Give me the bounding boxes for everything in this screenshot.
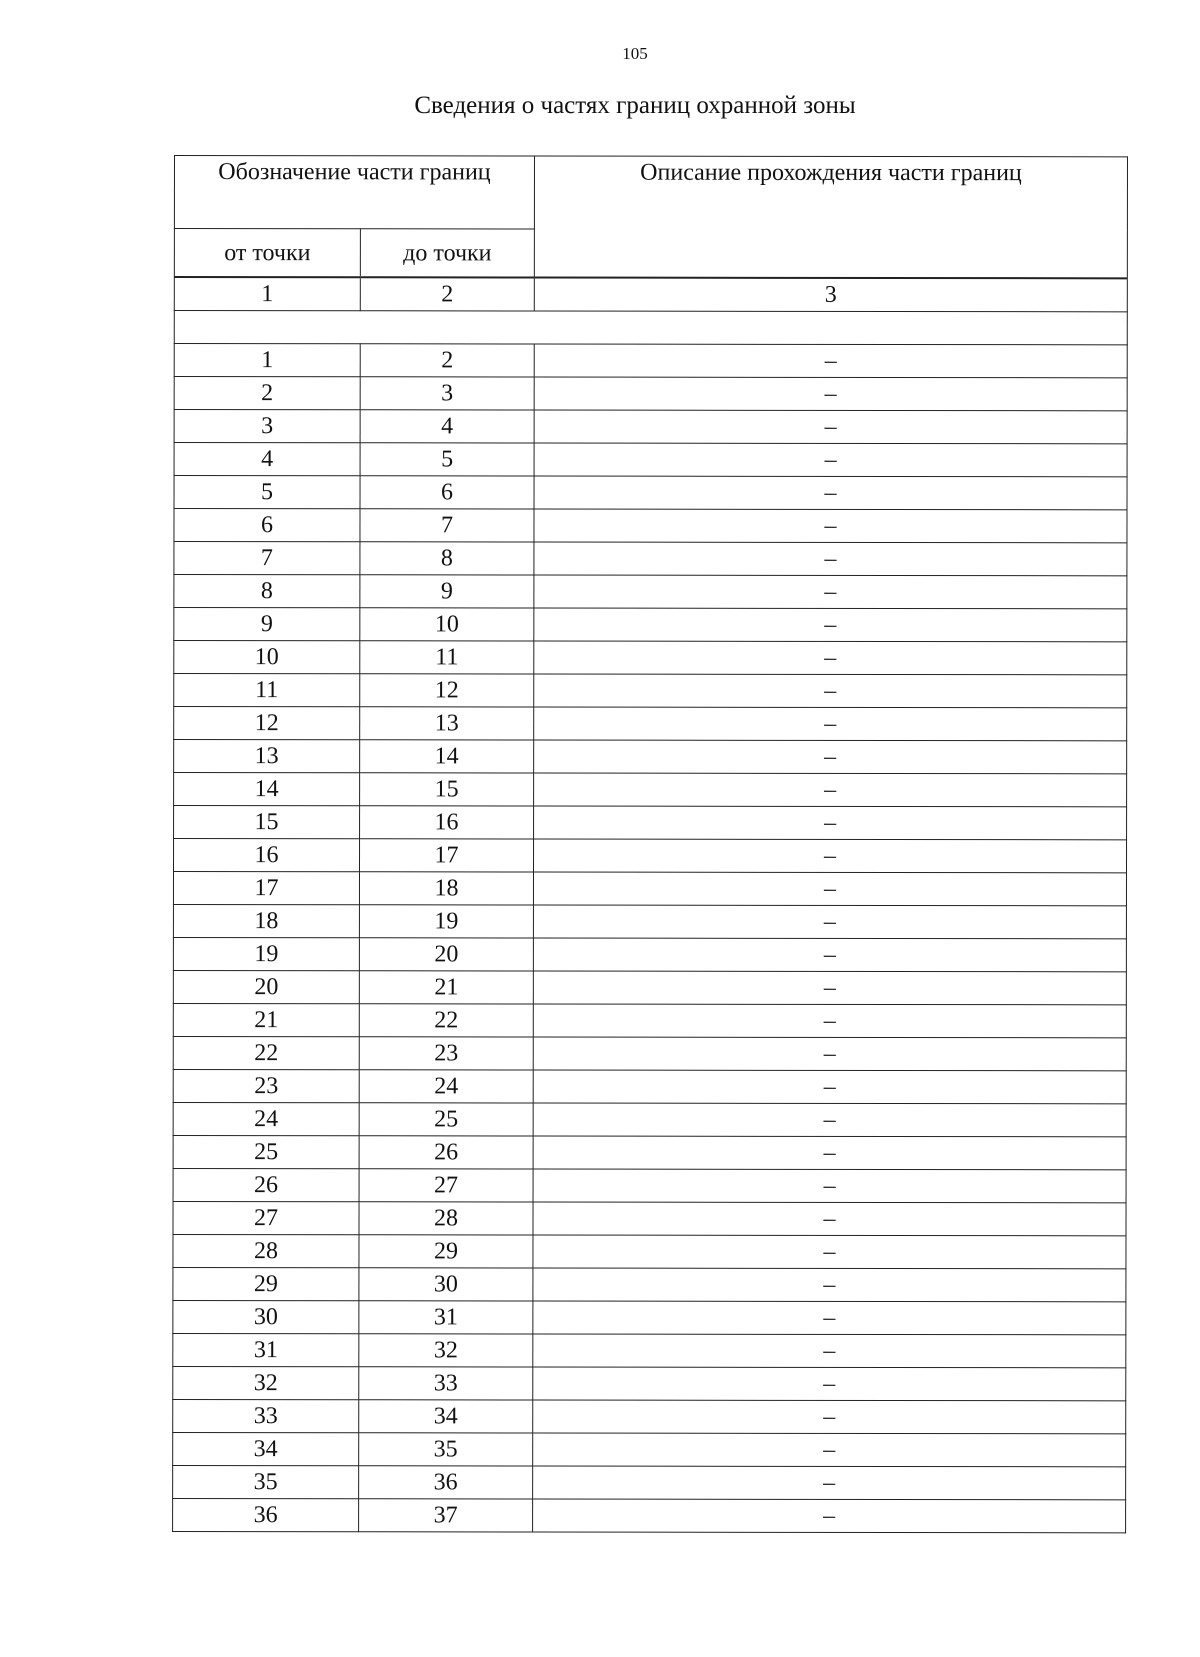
description-cell: – [533,1334,1126,1368]
header-group-cell: Обозначение части границ [174,156,534,230]
description-cell: – [534,806,1127,840]
table-row [174,509,1127,543]
from-point-cell: 28 [173,1234,359,1267]
to-point-cell: 26 [359,1136,533,1169]
to-point-cell: 9 [360,575,534,608]
table-row [173,1168,1126,1202]
spacer-row [174,311,1127,345]
table-row [174,377,1127,411]
table-row [173,1234,1126,1268]
description-cell: – [533,1004,1126,1038]
description-cell: – [534,542,1127,576]
from-point-cell: 20 [173,970,359,1003]
to-point-cell: 35 [359,1433,533,1466]
table-row [174,575,1127,609]
description-cell: – [533,1202,1126,1236]
header-row-top [174,156,1127,230]
to-point-cell: 36 [359,1466,533,1499]
to-point-cell: 16 [360,806,534,839]
table-row [173,970,1126,1004]
description-cell: – [534,410,1127,444]
to-point-cell: 3 [360,377,534,410]
table-row [174,542,1127,576]
table-row [173,1498,1126,1532]
description-cell: – [534,476,1127,510]
description-cell: – [533,938,1126,972]
from-point-cell: 1 [174,344,360,377]
from-point-cell: 32 [173,1366,359,1399]
from-point-cell: 15 [174,806,360,839]
table-row [174,344,1127,378]
table-row [173,1069,1126,1103]
table-row [173,1267,1126,1301]
table-row [173,839,1126,873]
table-row [173,1102,1126,1136]
table-row [173,1036,1126,1070]
from-point-cell: 34 [173,1432,359,1465]
from-point-cell: 2 [174,377,360,410]
column-number-3: 3 [534,278,1127,312]
to-point-cell: 11 [360,641,534,674]
to-point-cell: 14 [360,740,534,773]
to-point-cell: 10 [360,608,534,641]
to-point-cell: 24 [359,1070,533,1103]
from-point-cell: 30 [173,1300,359,1333]
to-point-cell: 28 [359,1202,533,1235]
column-number-2: 2 [360,277,534,311]
description-cell: – [534,773,1127,807]
table-row [173,1366,1126,1400]
from-point-cell: 23 [173,1069,359,1102]
from-point-cell: 29 [173,1267,359,1300]
from-point-cell: 17 [173,872,359,905]
page-number: 105 [622,44,648,63]
description-cell: – [533,1301,1126,1335]
header-to-cell: до точки [360,229,534,278]
description-cell: – [533,1433,1126,1467]
table-row [173,1003,1126,1037]
boundary-parts-table-wrap [172,155,1127,1533]
description-cell: – [533,905,1126,939]
header-description-cell: Описание прохождения части границ [534,156,1127,278]
description-cell: – [534,740,1127,774]
table-row [174,443,1127,477]
description-cell: – [534,707,1127,741]
boundary-parts-table [172,155,1128,1533]
table-row [174,641,1127,675]
from-point-cell: 14 [174,773,360,806]
from-point-cell: 33 [173,1399,359,1432]
description-cell: – [533,1466,1126,1500]
column-number-1: 1 [174,277,360,311]
column-number-row [174,277,1127,312]
from-point-cell: 5 [174,476,360,509]
table-row [174,410,1127,444]
to-point-cell: 33 [359,1367,533,1400]
table-row [174,773,1127,807]
header-from-cell: от точки [174,229,360,278]
to-point-cell: 37 [359,1499,533,1532]
table-row [173,904,1126,938]
from-point-cell: 6 [174,509,360,542]
to-point-cell: 19 [359,905,533,938]
from-point-cell: 18 [173,904,359,937]
to-point-cell: 8 [360,542,534,575]
description-cell: – [533,1367,1126,1401]
from-point-cell: 26 [173,1168,359,1201]
from-point-cell: 36 [173,1498,359,1531]
from-point-cell: 27 [173,1201,359,1234]
description-cell: – [533,1070,1126,1104]
from-point-cell: 35 [173,1465,359,1498]
description-cell: – [534,839,1127,873]
description-cell: – [533,1169,1126,1203]
to-point-cell: 12 [360,674,534,707]
table-row [173,1135,1126,1169]
description-cell: – [533,1400,1126,1434]
description-cell: – [533,1235,1126,1269]
from-point-cell: 10 [174,641,360,674]
description-cell: – [533,1268,1126,1302]
to-point-cell: 34 [359,1400,533,1433]
from-point-cell: 19 [173,937,359,970]
to-point-cell: 21 [359,971,533,1004]
from-point-cell: 7 [174,542,360,575]
from-point-cell: 22 [173,1036,359,1069]
table-row [174,806,1127,840]
page-title: Сведения о частях границ охранной зоны [414,92,856,119]
from-point-cell: 25 [173,1135,359,1168]
table-row [173,1333,1126,1367]
description-cell: – [534,608,1127,642]
description-cell: – [533,971,1126,1005]
description-cell: – [533,1037,1126,1071]
to-point-cell: 2 [360,344,534,377]
table-row [173,872,1126,906]
description-cell: – [533,1103,1126,1137]
from-point-cell: 13 [174,740,360,773]
description-cell: – [534,575,1127,609]
table-row [174,674,1127,708]
to-point-cell: 17 [359,839,533,872]
to-point-cell: 5 [360,443,534,476]
table-row [173,1465,1126,1499]
from-point-cell: 31 [173,1333,359,1366]
description-cell: – [534,674,1127,708]
description-cell: – [534,509,1127,543]
from-point-cell: 16 [173,839,359,872]
table-row [173,937,1126,971]
from-point-cell: 3 [174,410,360,443]
from-point-cell: 12 [174,707,360,740]
table-row [173,1399,1126,1433]
from-point-cell: 4 [174,443,360,476]
to-point-cell: 25 [359,1103,533,1136]
to-point-cell: 4 [360,410,534,443]
from-point-cell: 24 [173,1102,359,1135]
from-point-cell: 9 [174,608,360,641]
to-point-cell: 32 [359,1334,533,1367]
to-point-cell: 18 [359,872,533,905]
description-cell: – [534,344,1127,378]
description-cell: – [534,377,1127,411]
to-point-cell: 30 [359,1268,533,1301]
table-row [174,608,1127,642]
to-point-cell: 23 [359,1037,533,1070]
table-row [174,707,1127,741]
spacer-cell [174,311,1127,345]
from-point-cell: 11 [174,674,360,707]
to-point-cell: 15 [360,773,534,806]
table-row [173,1432,1126,1466]
description-cell: – [533,1499,1126,1533]
to-point-cell: 29 [359,1235,533,1268]
to-point-cell: 31 [359,1301,533,1334]
to-point-cell: 22 [359,1004,533,1037]
table-row [174,740,1127,774]
description-cell: – [533,1136,1126,1170]
table-row [173,1300,1126,1334]
to-point-cell: 7 [360,509,534,542]
description-cell: – [534,641,1127,675]
description-cell: – [533,872,1126,906]
to-point-cell: 27 [359,1169,533,1202]
from-point-cell: 21 [173,1003,359,1036]
description-cell: – [534,443,1127,477]
to-point-cell: 6 [360,476,534,509]
table-row [173,1201,1126,1235]
to-point-cell: 13 [360,707,534,740]
to-point-cell: 20 [359,938,533,971]
table-row [174,476,1127,510]
from-point-cell: 8 [174,575,360,608]
